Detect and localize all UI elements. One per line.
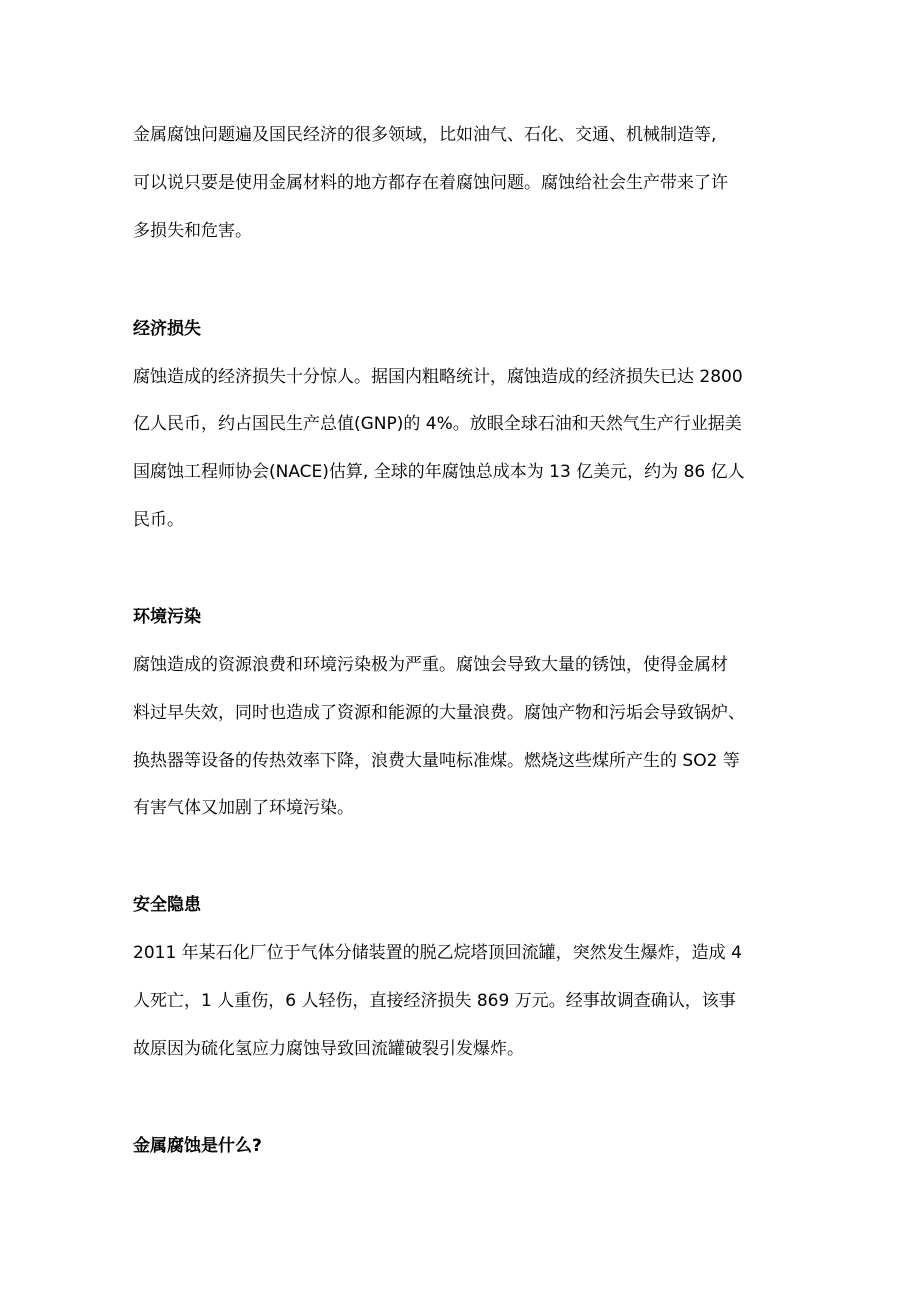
safety-hazard-line-1: 2011 年某石化厂位于气体分储装置的脱乙烷塔顶回流罐，突然发生爆炸，造成 4 — [133, 943, 742, 963]
environmental-pollution-line-1: 腐蚀造成的资源浪费和环境污染极为严重。腐蚀会导致大量的锈蚀，使得金属材 — [133, 655, 728, 675]
intro-line-3: 多损失和危害。 — [133, 221, 252, 241]
environmental-pollution-line-2: 料过早失效，同时也造成了资源和能源的大量浪费。腐蚀产物和污垢会导致锅炉、 — [133, 703, 745, 723]
safety-hazard-line-2: 人死亡，1 人重伤，6 人轻伤，直接经济损失 869 万元。经事故调查确认，该事 — [133, 991, 736, 1011]
section-heading-what-is-metal-corrosion: 金属腐蚀是什么? — [133, 1136, 262, 1156]
environmental-pollution-line-3: 换热器等设备的传热效率下降，浪费大量吨标准煤。燃烧这些煤所产生的 SO2 等 — [133, 751, 740, 771]
economic-loss-line-3: 国腐蚀工程师协会(NACE)估算, 全球的年腐蚀总成本为 13 亿美元，约为 86 亿人 — [133, 462, 745, 482]
environmental-pollution-line-4: 有害气体又加剧了环境污染。 — [133, 798, 354, 818]
section-heading-economic-loss: 经济损失 — [133, 319, 201, 339]
economic-loss-line-2: 亿人民币，约占国民生产总值(GNP)的 4%。放眼全球石油和天然气生产行业据美 — [133, 414, 742, 434]
safety-hazard-line-3: 故原因为硫化氢应力腐蚀导致回流罐破裂引发爆炸。 — [133, 1039, 524, 1059]
economic-loss-line-1: 腐蚀造成的经济损失十分惊人。据国内粗略统计，腐蚀造成的经济损失已达 2800 — [133, 367, 743, 387]
section-heading-safety-hazard: 安全隐患 — [133, 895, 201, 915]
section-heading-environmental-pollution: 环境污染 — [133, 607, 201, 627]
economic-loss-line-4: 民币。 — [133, 510, 184, 530]
intro-line-2: 可以说只要是使用金属材料的地方都存在着腐蚀问题。腐蚀给社会生产带来了许 — [133, 173, 728, 193]
intro-line-1: 金属腐蚀问题遍及国民经济的很多领域，比如油气、石化、交通、机械制造等, — [133, 125, 717, 145]
